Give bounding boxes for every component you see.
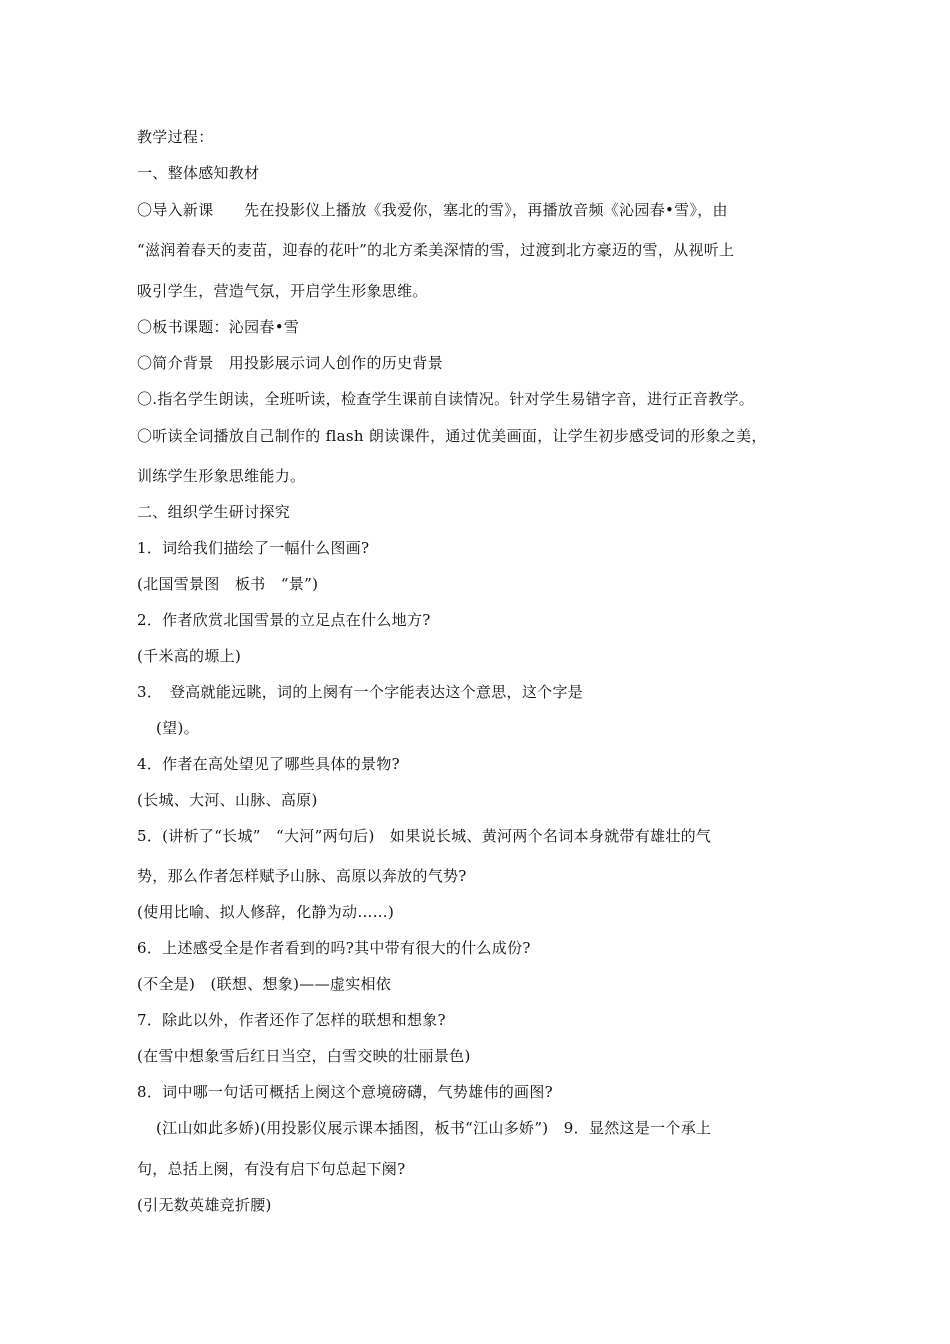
- question-line: 7．除此以外，作者还作了怎样的联想和想象?: [137, 1011, 446, 1029]
- question-line: 1．词给我们描绘了一幅什么图画?: [137, 539, 370, 557]
- answer-line: (江山如此多娇)(用投影仪展示课本插图，板书“江山多娇”) 9．显然这是一个承上: [156, 1119, 712, 1137]
- answer-line: (长城、大河、山脉、高原): [137, 791, 318, 809]
- question-line: 8．词中哪一句话可概括上阕这个意境磅礴，气势雄伟的画图?: [137, 1083, 553, 1101]
- question-line: 3． 登高就能远眺，词的上阕有一个字能表达这个意思，这个字是: [137, 683, 584, 701]
- paragraph-line: 〇板书课题：沁园春•雪: [137, 318, 300, 336]
- paragraph-line: “滋润着春天的麦苗，迎春的花叶”的北方柔美深情的雪，过渡到北方豪迈的雪，从视听上: [137, 241, 735, 259]
- answer-line: (使用比喻、拟人修辞，化静为动……): [137, 903, 395, 921]
- answer-line: (在雪中想象雪后红日当空，白雪交映的壮丽景色): [137, 1047, 471, 1065]
- answer-line: (千米高的塬上): [137, 647, 242, 665]
- answer-line: (北国雪景图 板书 “景”): [137, 575, 319, 593]
- section-heading-2: 二、组织学生研讨探究: [137, 503, 291, 521]
- answer-line: (不全是) (联想、想象)——虚实相依: [137, 975, 392, 993]
- question-line: 5．(讲析了“长城” “大河”两句后) 如果说长城、黄河两个名词本身就带有雄壮的气: [137, 827, 712, 845]
- question-line: 4．作者在高处望见了哪些具体的景物?: [137, 755, 400, 773]
- paragraph-line: 〇导入新课 先在投影仪上播放《我爱你，塞北的雪》，再播放音频《沁园春•雪》，由: [137, 201, 728, 219]
- question-line: 6．上述感受全是作者看到的吗?其中带有很大的什么成份?: [137, 939, 531, 957]
- paragraph-line: 训练学生形象思维能力。: [137, 467, 306, 485]
- answer-line: (引无数英雄竞折腰): [137, 1196, 272, 1214]
- paragraph-line: 吸引学生，营造气氛，开启学生形象思维。: [137, 282, 428, 300]
- section-heading-1: 一、整体感知教材: [137, 164, 260, 182]
- question-line: 句，总括上阕，有没有启下句总起下阕?: [137, 1160, 406, 1178]
- paragraph-line: 〇.指名学生朗读，全班听读，检查学生课前自读情况。针对学生易错字音，进行正音教学。: [137, 390, 755, 408]
- heading-teaching-process: 教学过程：: [137, 128, 214, 146]
- paragraph-line: 〇听读全词播放自己制作的 flash 朗读课件，通过优美画面，让学生初步感受词的形象之美，: [137, 427, 767, 445]
- question-line: 势，那么作者怎样赋予山脉、高原以奔放的气势?: [137, 867, 467, 885]
- question-line: 2．作者欣赏北国雪景的立足点在什么地方?: [137, 611, 431, 629]
- answer-line: (望)。: [156, 719, 199, 737]
- paragraph-line: 〇简介背景 用投影展示词人创作的历史背景: [137, 354, 444, 372]
